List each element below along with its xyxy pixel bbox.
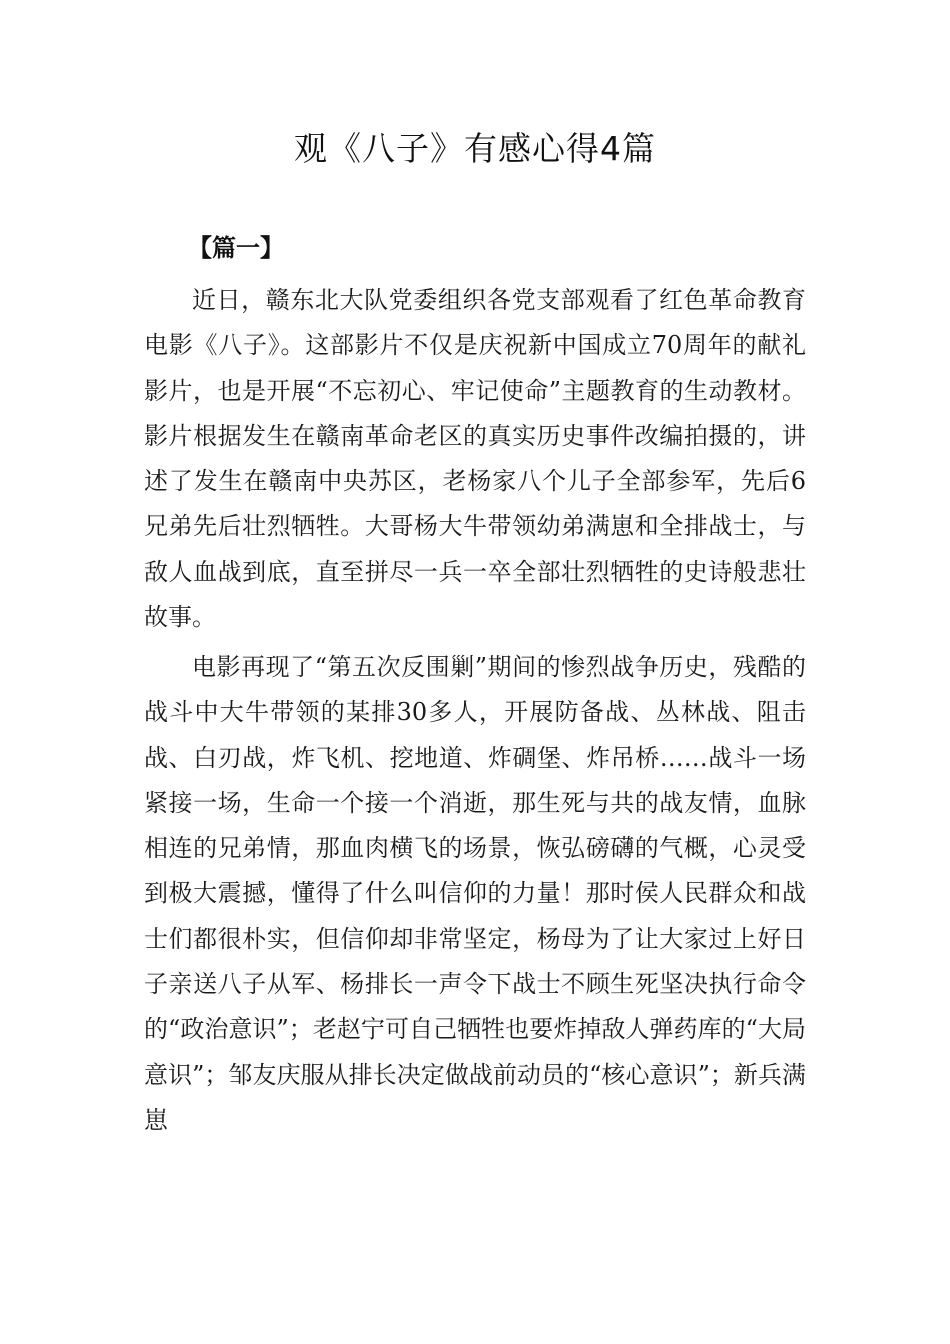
- body-paragraph: 近日，赣东北大队党委组织各党支部观看了红色革命教育电影《八子》。这部影片不仅是庆祝新中国成立70周年的献礼影片，也是开展“不忘初心、牢记使命”主题教育的生动教材。影片根据发生在赣南革命老区的真实历史事件改编拍摄的，讲述了发生在赣南中央苏区，老杨家八个儿子全部参军，先后6兄弟先后壮烈牺牲。大哥杨大牛带领幼弟满崽和全排战士，与敌人血战到底，直至拼尽一兵一卒全部壮烈牺牲的史诗般悲壮故事。: [144, 286, 806, 632]
- section-label: 【篇一】: [188, 233, 284, 262]
- paragraph-block-1: [144, 278, 806, 640]
- document-title: 观《八子》有感心得4篇: [294, 129, 656, 168]
- paragraph-block-2: [144, 645, 806, 1143]
- body-paragraph: 电影再现了“第五次反围剿”期间的惨烈战争历史，残酷的战斗中大牛带领的某排30多人，开展防备战、丛林战、阻击战、白刃战，炸飞机、挖地道、炸碉堡、炸吊桥……战斗一场紧接一场，生命一个接一个消逝，那生死与共的战友情，血脉相连的兄弟情，那血肉横飞的场景，恢弘磅礴的气概，心灵受到极大震撼，懂得了什么叫信仰的力量！那时侯人民群众和战士们都很朴实，但信仰却非常坚定，杨母为了让大家过上好日子亲送八子从军、杨排长一声令下战士不顾生死坚决执行命令的“政治意识”；老赵宁可自己牺牲也要炸掉敌人弹药库的“大局意识”；邹友庆服从排长决定做战前动员的“核心意识”；新兵满崽: [144, 653, 806, 1134]
